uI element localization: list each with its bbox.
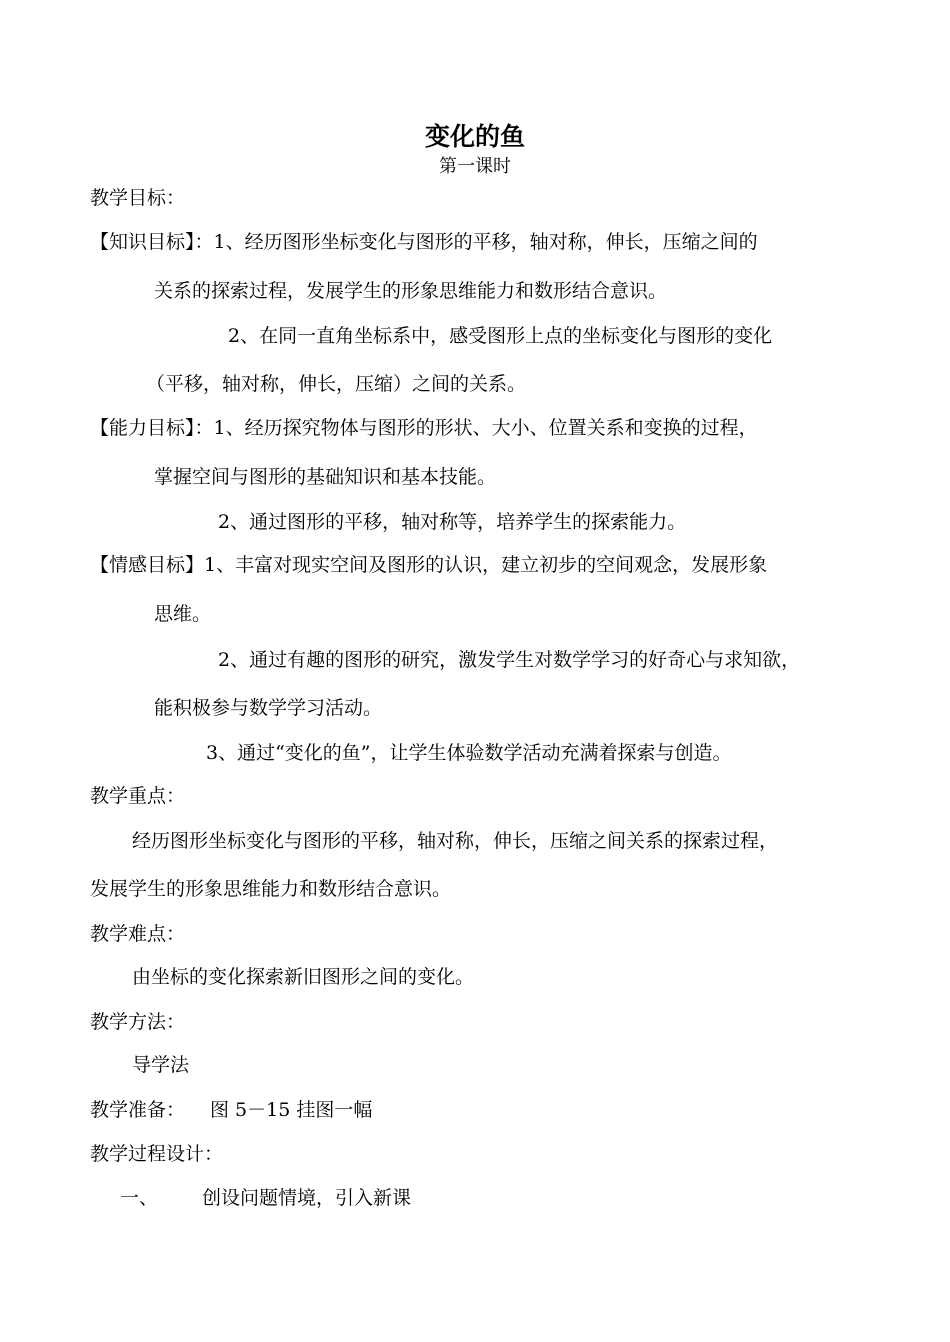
difficulty-text: 由坐标的变化探索新旧图形之间的变化。 <box>132 966 475 988</box>
emotion-objective-3: 3、通过“变化的鱼”，让学生体验数学活动充满着探索与创造。 <box>206 742 732 764</box>
process-heading: 教学过程设计： <box>90 1143 224 1165</box>
document-title: 变化的鱼 <box>424 122 525 151</box>
key-points-line-1: 经历图形坐标变化与图形的平移，轴对称，伸长，压缩之间关系的探索过程， <box>132 830 779 852</box>
preparation-text: 图 5－15 挂图一幅 <box>210 1099 373 1121</box>
emotion-objective-1-line-2: 思维。 <box>154 603 212 625</box>
objectives-heading: 教学目标： <box>90 187 186 209</box>
ability-objective-2: 2、通过图形的平移，轴对称等，培养学生的探索能力。 <box>218 511 687 533</box>
method-text: 导学法 <box>132 1054 190 1076</box>
ability-objective-1-line-2: 掌握空间与图形的基础知识和基本技能。 <box>154 466 497 488</box>
preparation-label: 教学准备： <box>90 1099 186 1121</box>
knowledge-objective-1-line-1: 【知识目标】：1、经历图形坐标变化与图形的平移，轴对称，伸长，压缩之间的 <box>90 231 758 253</box>
method-heading: 教学方法： <box>90 1011 186 1033</box>
emotion-objective-2-line-1: 2、通过有趣的图形的研究，激发学生对数学学习的好奇心与求知欲， <box>218 649 801 671</box>
emotion-objective-2-line-2: 能积极参与数学学习活动。 <box>154 697 383 719</box>
ability-objective-1-line-1: 【能力目标】：1、经历探究物体与图形的形状、大小、位置关系和变换的过程， <box>90 417 758 439</box>
emotion-objective-1-line-1: 【情感目标】1、丰富对现实空间及图形的认识，建立初步的空间观念，发展形象 <box>90 554 768 576</box>
difficulty-heading: 教学难点： <box>90 923 186 945</box>
knowledge-objective-2-line-1: 2、在同一直角坐标系中，感受图形上点的坐标变化与图形的变化 <box>228 325 773 347</box>
step-1-text: 创设问题情境，引入新课 <box>202 1187 412 1209</box>
key-points-line-2: 发展学生的形象思维能力和数形结合意识。 <box>90 878 452 900</box>
document-subtitle: 第一课时 <box>439 156 511 177</box>
knowledge-objective-1-line-2: 关系的探索过程，发展学生的形象思维能力和数形结合意识。 <box>154 280 668 302</box>
step-1-number: 一、 <box>120 1187 159 1209</box>
knowledge-objective-2-line-2: （平移，轴对称，伸长，压缩）之间的关系。 <box>146 373 527 395</box>
key-points-heading: 教学重点： <box>90 785 186 807</box>
